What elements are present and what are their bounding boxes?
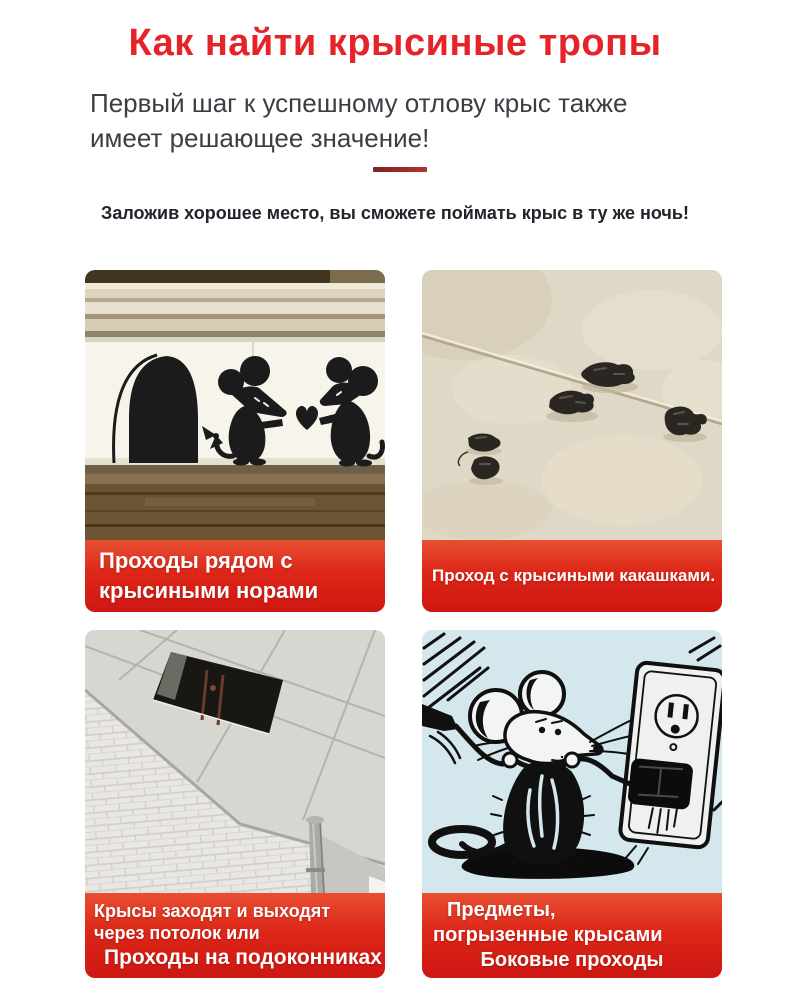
caption-ceiling-entry bbox=[85, 893, 385, 978]
ceiling-opening-illustration bbox=[85, 630, 385, 893]
caption-line: Проходы рядом с bbox=[99, 548, 293, 573]
photo-mouse-hole-wall-stickers bbox=[85, 270, 385, 540]
caption-line: Предметы, bbox=[447, 899, 556, 921]
caption-line: Крысы заходят и выходят bbox=[94, 901, 331, 921]
caption-line: Проходы на подоконниках bbox=[104, 946, 382, 969]
card-gnawed-objects bbox=[422, 630, 722, 978]
photo-grid bbox=[85, 270, 722, 978]
photo-cartoon-mouse-outlet bbox=[422, 630, 722, 893]
caption-line: Боковые проходы bbox=[480, 949, 664, 971]
card-passages-near-rat-holes bbox=[85, 270, 385, 612]
intro-line-2: имеет решающее значение! bbox=[90, 123, 430, 153]
card-passage-with-droppings bbox=[422, 270, 722, 612]
caption-passage-with-droppings bbox=[422, 540, 722, 612]
caption-line: погрызенные крысами bbox=[433, 924, 663, 946]
caption-line: Проход с крысиными какашками. bbox=[432, 566, 716, 585]
intro-paragraph bbox=[90, 86, 670, 156]
caption-passages-near-rat-holes bbox=[85, 540, 385, 612]
rat-droppings-illustration bbox=[422, 270, 722, 540]
card-ceiling-entry bbox=[85, 630, 385, 978]
lead-text: Заложив хорошее место, вы сможете поймать крыс в ту же ночь! bbox=[101, 203, 689, 223]
caption-line: крысиными норами bbox=[99, 578, 319, 603]
cartoon-mouse-outlet-illustration bbox=[422, 630, 722, 893]
divider-dash bbox=[373, 167, 427, 172]
photo-rat-droppings-on-tile bbox=[422, 270, 722, 540]
mouse-hole-stickers-illustration bbox=[85, 270, 385, 540]
caption-gnawed-objects bbox=[422, 893, 722, 978]
intro-line-1: Первый шаг к успешному отлову крыс также bbox=[90, 88, 628, 118]
caption-line: через потолок или bbox=[94, 923, 260, 943]
page-title: Как найти крысиные тропы bbox=[128, 22, 662, 64]
photo-ceiling-opening bbox=[85, 630, 385, 893]
